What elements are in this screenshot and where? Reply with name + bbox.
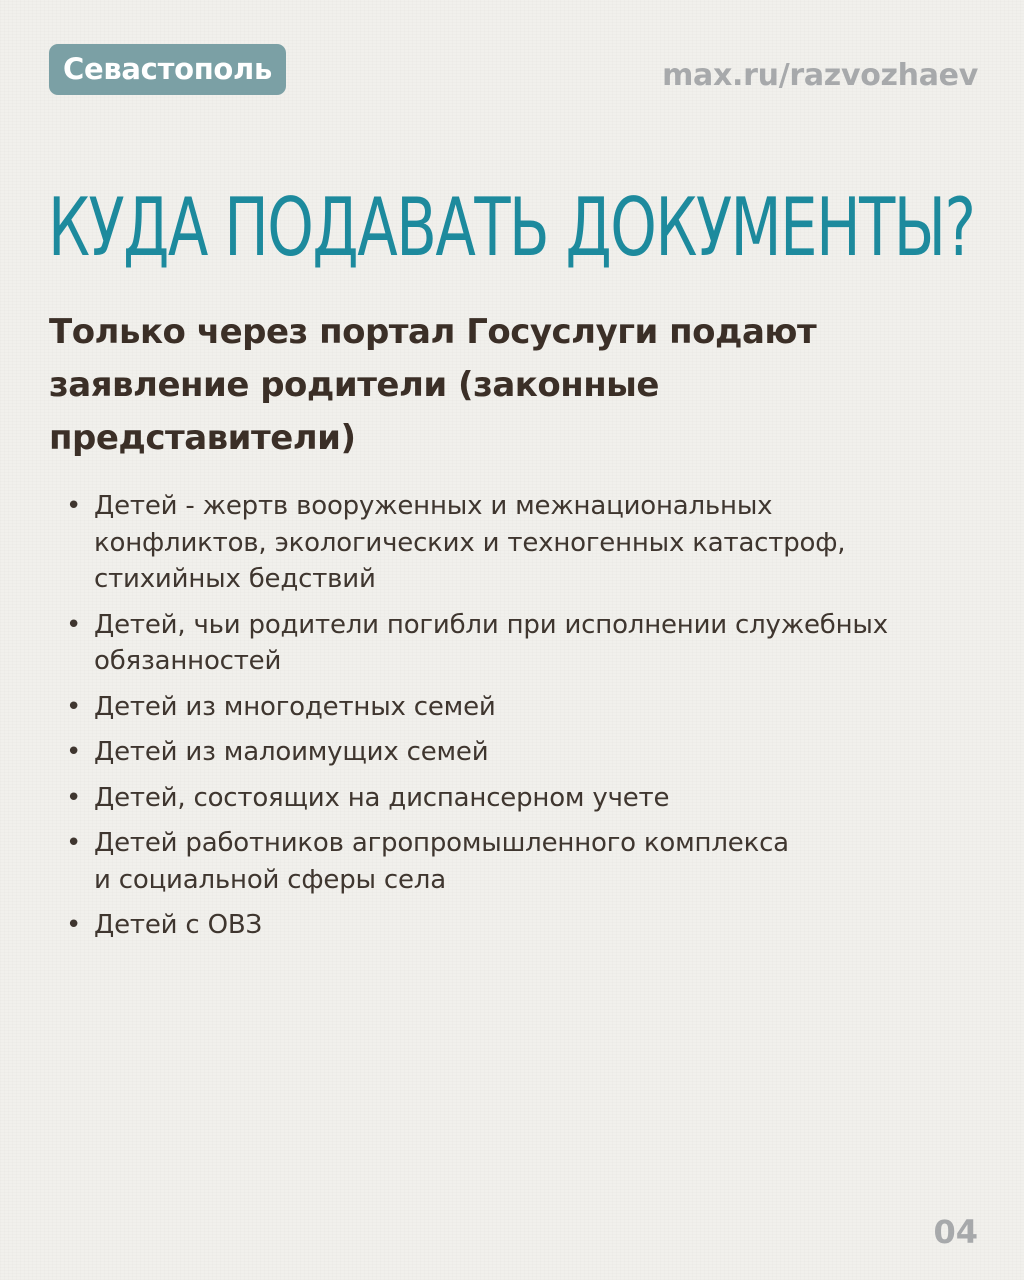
list-item [66, 780, 966, 817]
list-item [66, 825, 966, 898]
site-link[interactable]: max.ru/razvozhaev [662, 58, 978, 93]
list-item-line: Детей с ОВЗ [94, 910, 262, 940]
bullet-icon: • [66, 691, 82, 722]
page-number: 04 [933, 1213, 978, 1251]
subtitle [49, 306, 929, 465]
list-item [66, 734, 966, 771]
city-badge: Севастополь [49, 44, 286, 95]
list-item [66, 689, 966, 726]
list-item-line: Детей из малоимущих семей [94, 737, 489, 767]
list-item-line: обязанностей [94, 646, 282, 676]
subtitle-line: представители) [49, 418, 356, 458]
subtitle-line: Только через портал Госуслуги подают [49, 312, 817, 352]
list-item-line: Детей, состоящих на диспансерном учете [94, 782, 670, 813]
list-item-line: и социальной сферы села [94, 864, 446, 895]
bullet-icon: • [66, 609, 82, 640]
list-item-line: стихийных бедствий [94, 564, 376, 594]
bullet-icon: • [66, 782, 82, 813]
bullet-icon: • [66, 491, 82, 521]
bullet-icon: • [66, 828, 82, 858]
bullet-icon: • [66, 737, 82, 767]
list-item [66, 488, 966, 598]
list-item-line: Детей - жертв вооруженных и межнациональных [94, 491, 773, 521]
list-item [66, 607, 966, 680]
list-item-line: Детей, чьи родители погибли при исполнении служебных [94, 609, 888, 640]
category-list [66, 488, 966, 953]
page-title: КУДА ПОДАВАТЬ ДОКУМЕНТЫ? [48, 181, 975, 274]
list-item-line: Детей работников агропромышленного комплекса [94, 828, 789, 858]
subtitle-line: заявление родители (законные [49, 365, 659, 405]
list-item [66, 907, 966, 944]
list-item-line: конфликтов, экологических и техногенных катастроф, [94, 527, 846, 558]
bullet-icon: • [66, 910, 82, 940]
list-item-line: Детей из многодетных семей [94, 691, 496, 722]
